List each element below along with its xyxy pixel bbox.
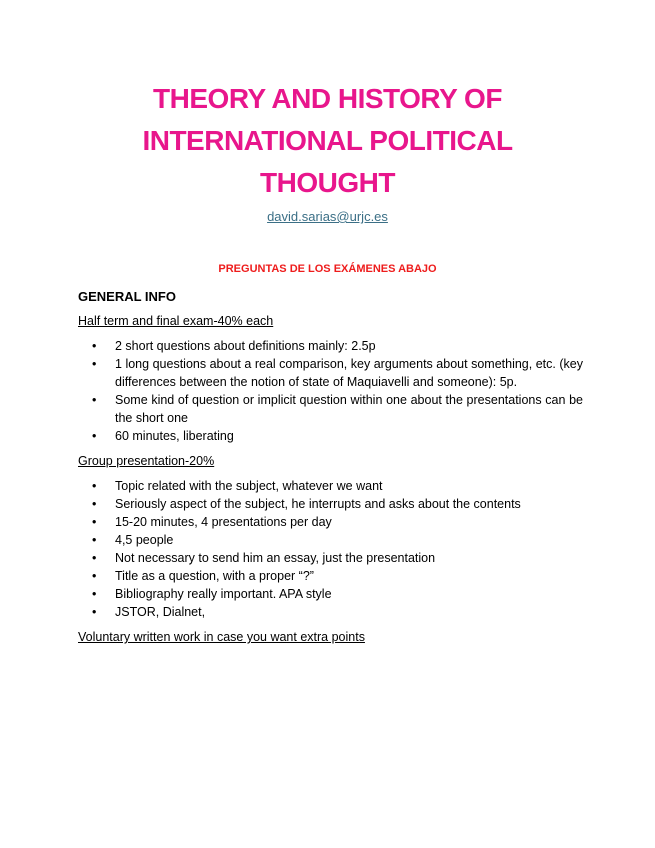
list-item-text: Seriously aspect of the subject, he interrupts and asks about the contents [115,497,521,511]
list-item [78,495,583,513]
list-item-text: 60 minutes, liberating [115,429,234,443]
list-item [78,603,583,621]
exam-questions-notice: PREGUNTAS DE LOS EXÁMENES ABAJO [218,263,437,275]
list-item [78,549,583,567]
bullet-icon: • [92,357,97,371]
general-info-heading: GENERAL INFO [78,289,176,304]
bullet-icon: • [92,515,97,529]
list-item-text: Title as a question, with a proper “?” [115,569,314,583]
bullet-icon: • [92,569,97,583]
bullet-icon: • [92,533,97,547]
bullet-icon: • [92,551,97,565]
title-line-1: THEORY AND HISTORY OF [153,83,502,114]
list-item [78,337,583,355]
list-item-text: Some kind of question or implicit question within one about the presentations can be the short one [115,393,583,425]
presentation-bullet-list [78,477,583,621]
document-body [78,288,583,653]
section-title-voluntary-work: Voluntary written work in case you want extra points [78,630,365,644]
title-line-3: THOUGHT [260,167,395,198]
bullet-icon: • [92,497,97,511]
list-item [78,531,583,549]
list-item-text: Topic related with the subject, whatever we want [115,479,383,493]
bullet-icon: • [92,605,97,619]
list-item-text: JSTOR, Dialnet, [115,605,206,619]
list-item-text: 4,5 people [115,533,174,547]
list-item-text: 1 long questions about a real comparison, key arguments about something, etc. (key differences between the notion of state of Maquiavelli and someone): 5p. [115,357,583,389]
exam-bullet-list [78,337,583,445]
list-item-text: 15-20 minutes, 4 presentations per day [115,515,332,529]
list-item-text: 2 short questions about definitions mainly: 2.5p [115,339,376,353]
list-item [78,567,583,585]
list-item [78,391,583,427]
section-title-exams: Half term and final exam-40% each [78,314,274,328]
list-item-text: Not necessary to send him an essay, just the presentation [115,551,436,565]
document-title [0,78,655,204]
list-item [78,585,583,603]
list-item [78,477,583,495]
section-title-presentation: Group presentation-20% [78,454,215,468]
bullet-icon: • [92,393,97,407]
bullet-icon: • [92,429,97,443]
list-item [78,355,583,391]
title-line-2: INTERNATIONAL POLITICAL [142,125,513,156]
list-item-text: Bibliography really important. APA style [115,587,332,601]
bullet-icon: • [92,339,97,353]
bullet-icon: • [92,587,97,601]
list-item [78,427,583,445]
email-link[interactable]: david.sarias@urjc.es [267,209,388,224]
bullet-icon: • [92,479,97,493]
list-item [78,513,583,531]
